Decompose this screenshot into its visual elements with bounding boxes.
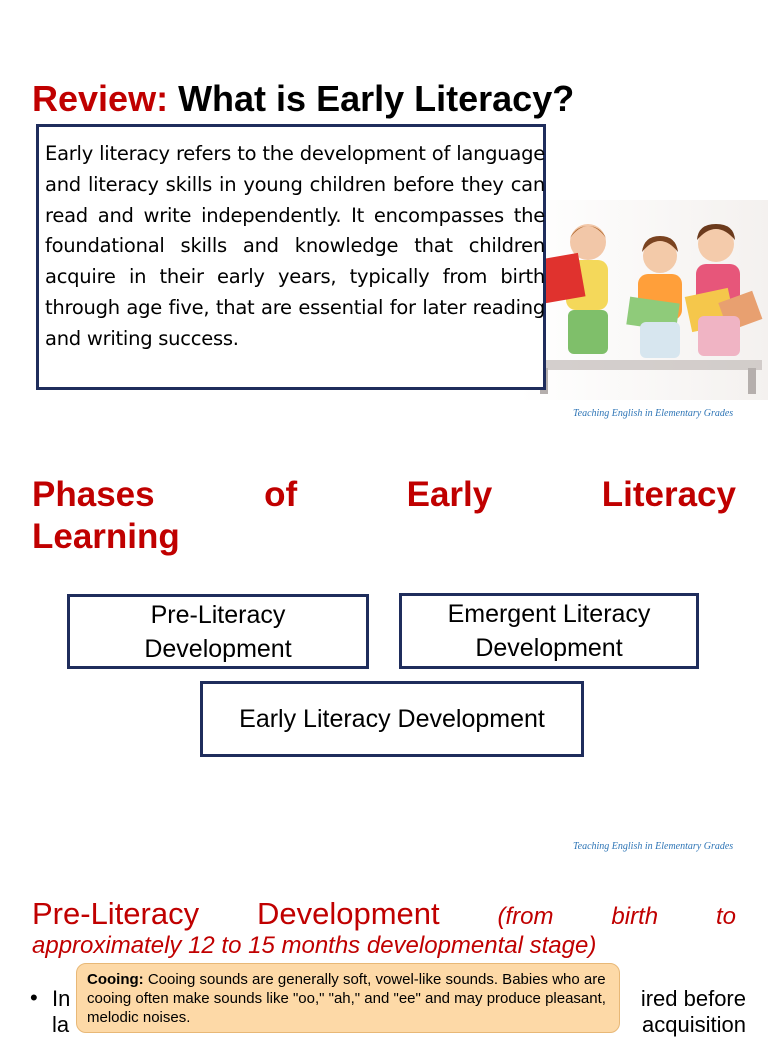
slide3-title-word: Development [256,896,440,931]
definition-box [36,124,546,390]
slide1-title-prefix: Review: [32,78,169,119]
slide3-title-line2: approximately 12 to 15 months developmental stage) [32,932,597,959]
tooltip-term: Cooing: [87,971,144,988]
slide2-title [32,474,736,558]
slide3-title-word: Pre-Literacy [32,896,200,931]
slide1-title [32,78,574,120]
slide2-title-word: Early [406,475,493,514]
phase-label: Emergent Literacy [447,600,651,628]
slide3-title-paren-word: to [715,903,736,930]
slide3-title [32,896,736,960]
body-text-left: la [52,1012,70,1037]
slide1-title-main: What is Early Literacy? [168,78,575,119]
definition-text: Early literacy refers to the development of language and literacy skills in young children before they can read and write independently. It encompasses the foundational skills and knowledge that children acquire in their early years, typically from birth through age five, that are essential for later reading and writing success. [45,142,545,350]
tooltip-text: Cooing sounds are generally soft, vowel-like sounds. Babies who are cooing often make sounds like "oo," "ah," and "ee" and may produce pleasant, melodic noises. [87,971,606,1026]
phase-label: Development [475,634,623,662]
slide2-title-line2: Learning [32,517,180,556]
bullet-marker: • [30,985,38,1010]
slide2-title-word: Literacy [601,475,736,514]
slide3-title-paren-word: birth [611,903,659,930]
cooing-tooltip [76,963,620,1033]
slide3-title-paren-word: (from [497,903,554,930]
body-text-right: ired before [640,986,746,1011]
phase-label: Pre-Literacy [150,600,286,629]
slide2-title-word: Phases [32,475,155,514]
body-text-left: In [52,986,71,1011]
phase-box-early-literacy [200,681,584,757]
slide2-title-word: of [264,475,298,514]
slide1-footer: Teaching English in Elementary Grades [573,408,734,419]
body-text-right: acquisition [642,1012,746,1037]
children-reading-photo [520,200,768,400]
phase-label: Early Literacy Development [239,705,545,733]
phase-label: Development [144,634,292,663]
phase-box-pre-literacy [67,594,369,669]
slide2-footer: Teaching English in Elementary Grades [573,841,734,852]
phase-box-emergent-literacy [399,593,699,669]
